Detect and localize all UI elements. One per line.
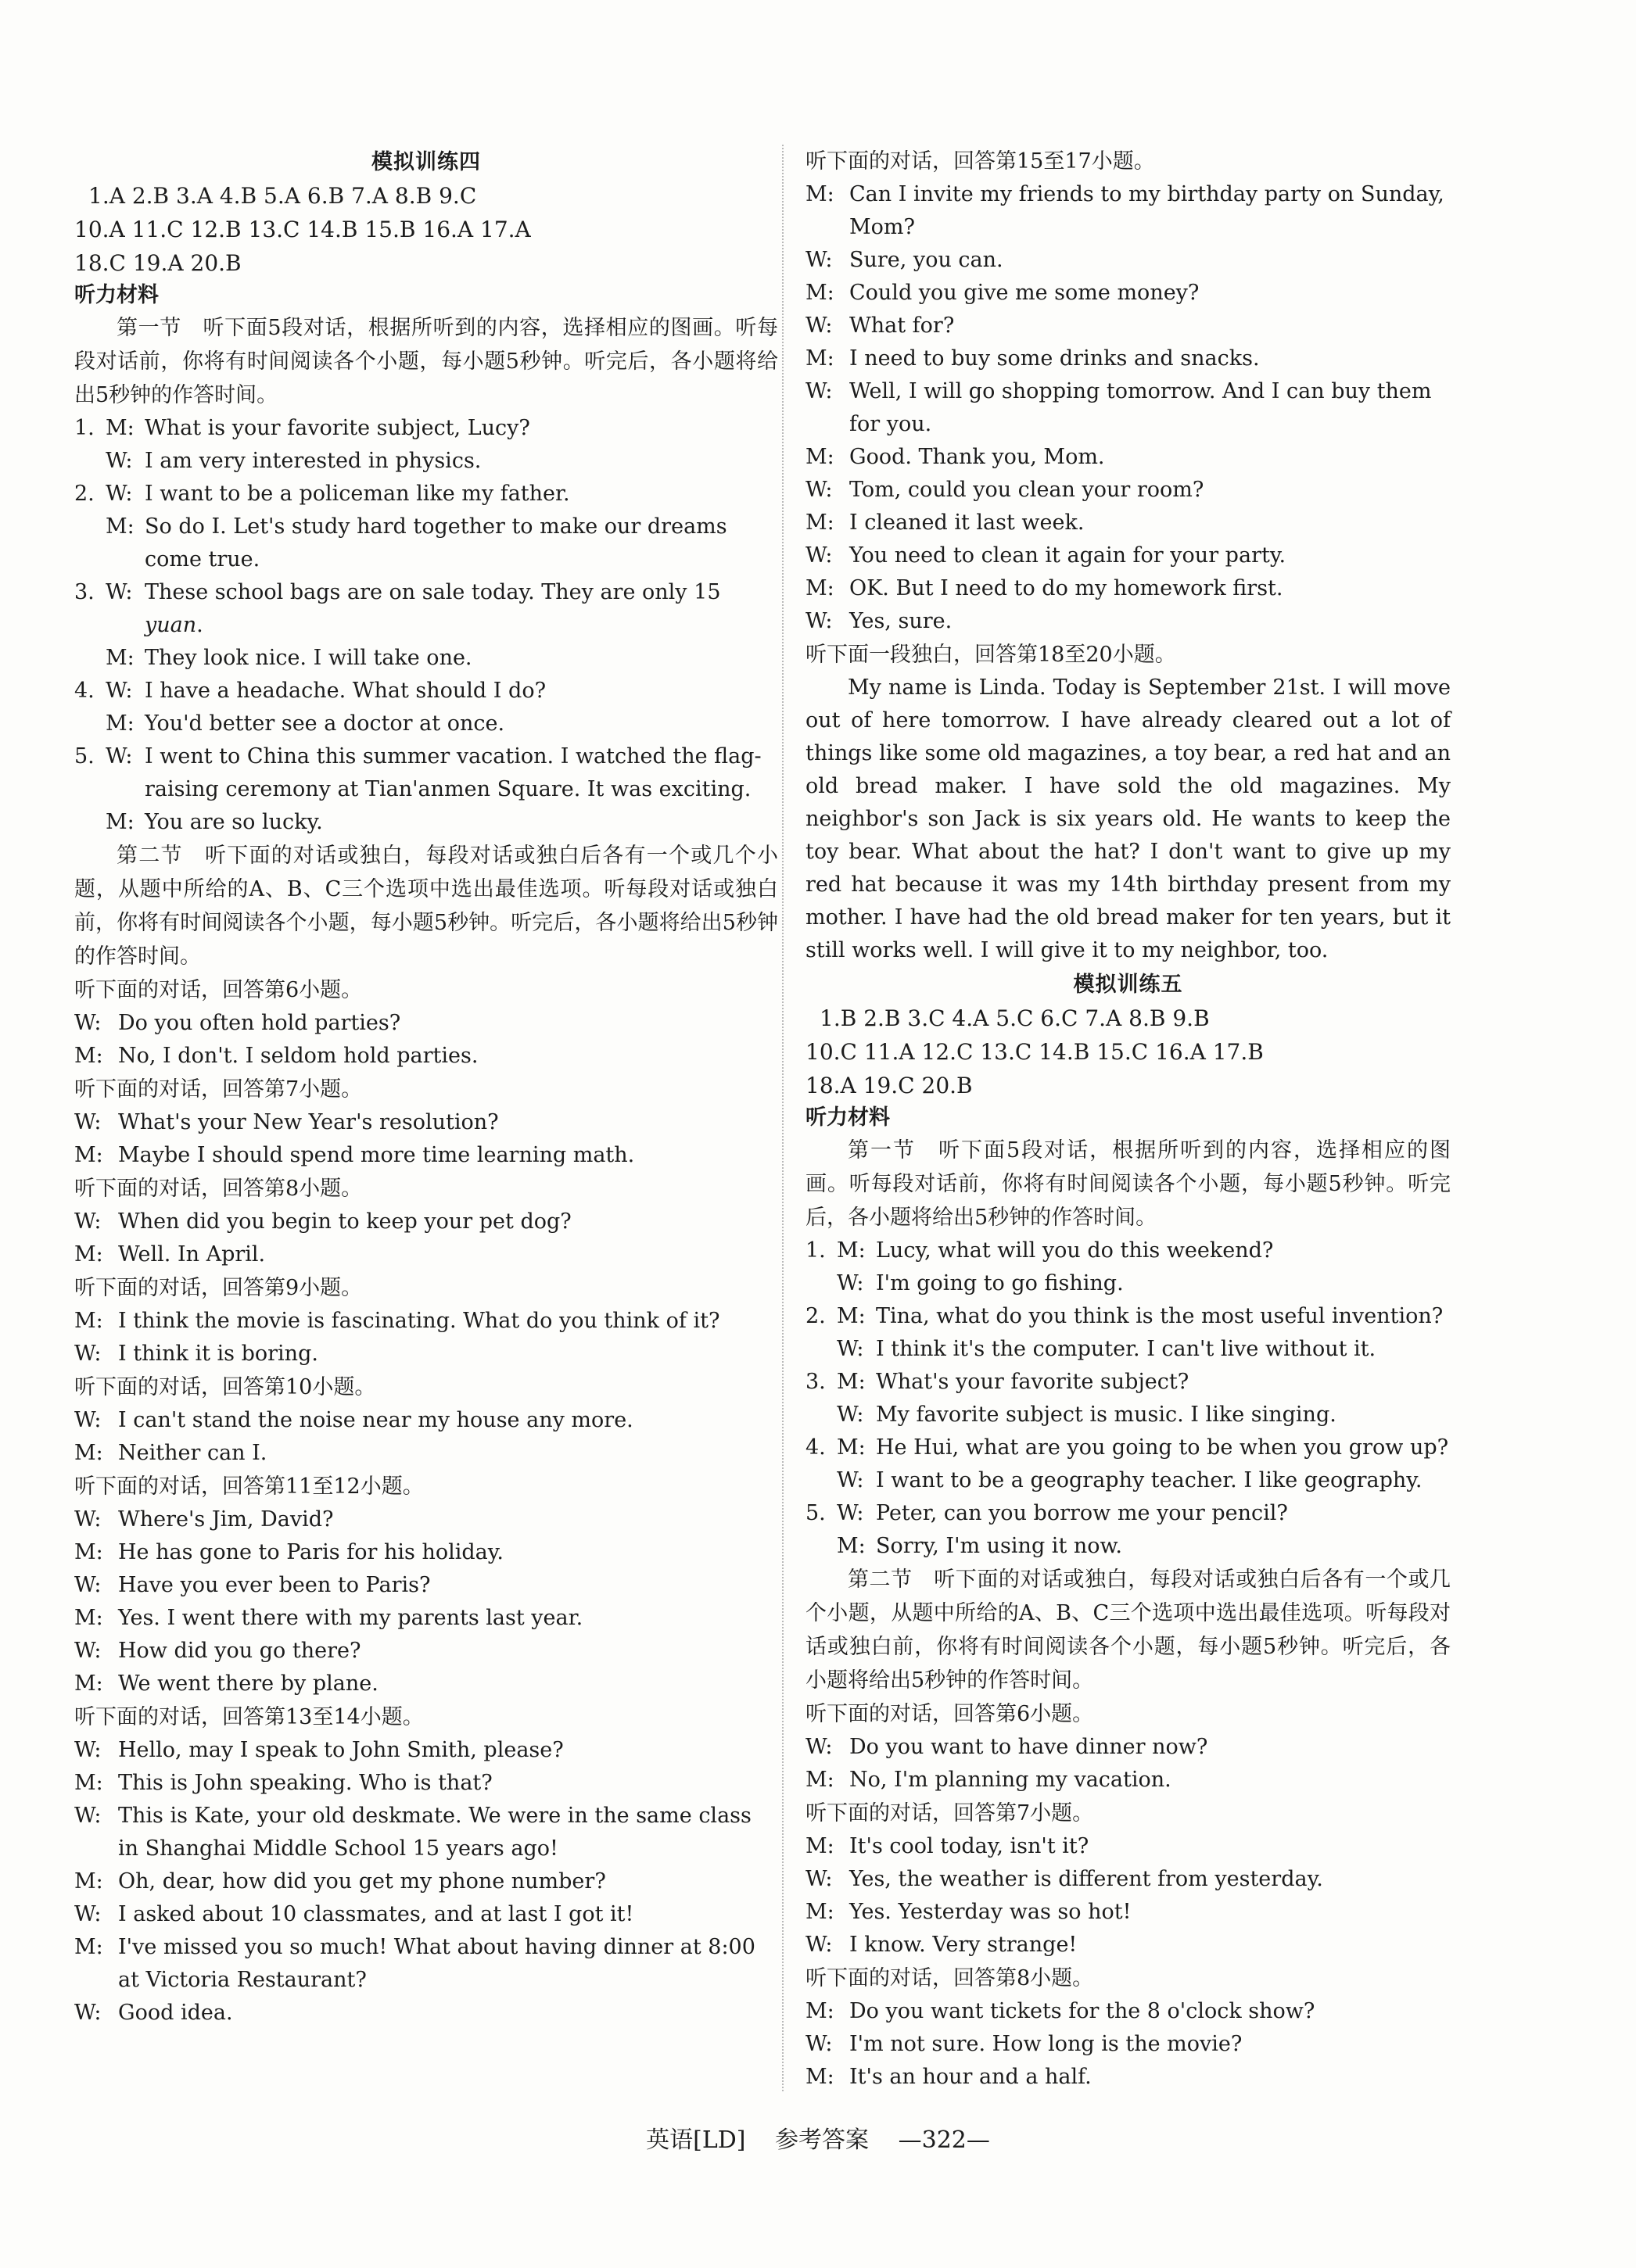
question-line: 5. W: I went to China this summer vacation. I watched the flag-raising ceremony at Tian'anmen Square. It was exciting. [74,744,762,801]
dialogue [74,1503,778,1700]
speaker: M: [74,1143,103,1167]
speaker: M: [74,1309,103,1333]
dialogue-line [805,178,1451,244]
question-line: 1. M: Lucy, what will you do this weekend? [805,1238,1274,1263]
dialogue-line [74,1602,778,1635]
utterance: This is Kate, your old deskmate. We were in the same class in Shanghai Middle School 15 years ago! [118,1804,752,1861]
speaker: M: [74,1242,103,1267]
dialogue-line [805,441,1451,474]
utterance: Good. Thank you, Mom. [849,445,1105,469]
footer-subject: 英语[LD] [646,2126,746,2154]
utterance: No, I don't. I seldom hold parties. [118,1044,479,1068]
speaker: W: [74,1110,102,1134]
speaker: W: [805,1933,833,1957]
dialogue-line [805,310,1451,342]
speaker: M: [74,1771,103,1795]
utterance: How did you go there? [118,1639,361,1663]
dialogue-line [805,375,1451,441]
utterance: I think it is boring. [118,1342,318,1366]
utterance: Tom, could you clean your room? [849,478,1204,502]
dialogue [805,1995,1451,2094]
dialogue-instruction: 听下面的对话，回答第13至14小题。 [74,1705,424,1729]
utterance: Could you give me some money? [849,281,1200,305]
speaker: W: [74,2001,102,2025]
dialogue-line [74,1338,778,1370]
answer-row: 1.B 2.B 3.C 4.A 5.C 6.C 7.A 8.B 9.B [820,1005,1210,1031]
dialogue [74,1007,778,1073]
right-column [805,145,1451,2094]
answer-row: 1.A 2.B 3.A 4.B 5.A 6.B 7.A 8.B 9.C [88,183,477,209]
utterance: I need to buy some drinks and snacks. [849,346,1260,371]
utterance: Where's Jim, David? [118,1507,334,1532]
question-line: M: You'd better see a doctor at once. [106,711,505,736]
dialogue-line [805,244,1451,277]
speaker: W: [74,1639,102,1663]
dialogue-instruction: 听下面一段独白，回答第18至20小题。 [805,643,1176,667]
dialogue-instruction: 听下面的对话，回答第8小题。 [74,1177,363,1201]
listening-label: 听力材料 [74,283,159,307]
question-line: W: My favorite subject is music. I like singing. [837,1403,1336,1427]
utterance: Good idea. [118,2001,233,2025]
dialogue-line [805,342,1451,375]
dialogue-line [74,1404,778,1437]
utterance: What's your New Year's resolution? [118,1110,499,1134]
page-number: —322— [898,2126,990,2154]
speaker: W: [74,1011,102,1035]
footer-section: 参考答案 [775,2126,870,2154]
dialogue-line [805,277,1451,310]
speaker: M: [805,346,834,371]
utterance: Have you ever been to Paris? [118,1573,431,1597]
dialogue [805,178,1451,638]
speaker: W: [74,1902,102,1926]
dialogue-line [805,539,1451,572]
speaker: M: [805,182,834,206]
speaker: M: [805,1900,834,1924]
speaker: W: [805,314,833,338]
dialogue-line [74,1437,778,1470]
part1-instructions: 第一节 听下面5段对话，根据所听到的内容，选择相应的图画。听每段对话前，你将有时间阅读各个小题，每小题5秒钟。听完后，各小题将给出5秒钟的作答时间。 [805,1138,1451,1230]
part1-instructions: 第一节 听下面5段对话，根据所听到的内容，选择相应的图画。听每段对话前，你将有时间阅读各个小题，每小题5秒钟。听完后，各小题将给出5秒钟的作答时间。 [74,316,778,407]
listening-label: 听力材料 [805,1105,890,1130]
dialogue [74,1305,778,1370]
dialogue-line [805,1929,1451,1962]
question-line: 4. M: He Hui, what are you going to be when you grow up? [805,1435,1449,1460]
speaker: W: [805,1867,833,1891]
question-line: M: So do I. Let's study hard together to make our dreams come true. [106,514,727,571]
utterance: It's an hour and a half. [849,2065,1092,2089]
speaker: M: [805,1768,834,1792]
dialogue-instruction: 听下面的对话，回答第6小题。 [805,1702,1094,1726]
monologue: My name is Linda. Today is September 21st. I will move out of here tomorrow. I have already cleared out a lot of things like some old magazines, a toy bear, a red hat and an old bread maker. I have sold the old magazines. My neighbor's son Jack is six years old. He wants to keep the toy bear. What about the hat? I don't want to give up my red hat because it was my 14th birthday present from my mother. I have had the old bread maker for ten years, but it still works well. I will give it to my neighbor, too. [805,675,1451,962]
speaker: W: [74,1804,102,1828]
question-line: 3. M: What's your favorite subject? [805,1370,1189,1394]
dialogue-line [74,1734,778,1767]
dialogue-instruction: 听下面的对话，回答第7小题。 [74,1077,363,1102]
question-line: M: They look nice. I will take one. [106,646,472,670]
speaker: M: [805,511,834,535]
dialogue-line [805,605,1451,638]
dialogue-line [74,1569,778,1602]
speaker: M: [805,445,834,469]
speaker: M: [805,281,834,305]
speaker: M: [74,1671,103,1696]
utterance: OK. But I need to do my homework first. [849,576,1283,600]
dialogue-instruction: 听下面的对话，回答第10小题。 [74,1375,376,1399]
answer-row: 18.C 19.A 20.B [74,250,242,276]
utterance: Hello, may I speak to John Smith, please? [118,1738,564,1762]
answer-row: 10.C 11.A 12.C 13.C 14.B 15.C 16.A 17.B [805,1039,1264,1065]
speaker: M: [74,1441,103,1465]
utterance: I can't stand the noise near my house any more. [118,1408,633,1432]
speaker: W: [805,2032,833,2056]
part2-instructions: 第二节 听下面的对话或独白，每段对话或独白后各有一个或几个小题，从题中所给的A、B、C三个选项中选出最佳选项。听每段对话或独白前，你将有时间阅读各个小题，每小题5秒钟。听完后，各小题将给出5秒钟的作答时间。 [805,1568,1451,1693]
utterance: I'm not sure. How long is the movie? [849,2032,1243,2056]
question-line: 2. W: I want to be a policeman like my father. [74,482,570,506]
dialogue-instruction: 听下面的对话，回答第15至17小题。 [805,149,1155,174]
speaker: W: [805,248,833,272]
dialogue-line [74,1800,778,1865]
dialogue-line [74,1865,778,1898]
utterance: I think the movie is fascinating. What do you think of it? [118,1309,720,1333]
utterance: It's cool today, isn't it? [849,1834,1089,1858]
section-title: 模拟训练四 [371,150,481,174]
speaker: M: [74,1540,103,1564]
speaker: W: [74,1408,102,1432]
speaker: W: [74,1507,102,1532]
speaker: W: [74,1209,102,1234]
question-line: M: You are so lucky. [106,810,323,834]
utterance: Oh, dear, how did you get my phone number? [118,1869,606,1894]
utterance: I asked about 10 classmates, and at last I got it! [118,1902,634,1926]
dialogue-line [74,1536,778,1569]
question-line: W: I want to be a geography teacher. I like geography. [837,1468,1423,1492]
dialogue-instruction: 听下面的对话，回答第11至12小题。 [74,1474,424,1499]
utterance: Well. In April. [118,1242,266,1267]
utterance: Neither can I. [118,1441,267,1465]
dialogue-line [74,1106,778,1139]
dialogue-line [74,1635,778,1668]
dialogue-line [74,1238,778,1271]
dialogue-line [74,1503,778,1536]
dialogue-line [805,1731,1451,1764]
utterance: Yes. I went there with my parents last year. [118,1606,583,1630]
speaker: W: [805,478,833,502]
dialogue-line [74,1040,778,1073]
utterance: He has gone to Paris for his holiday. [118,1540,504,1564]
dialogue-line [805,1863,1451,1896]
answer-key [74,179,778,280]
dialogue-line [74,1305,778,1338]
dialogue [74,1106,778,1172]
column-divider [782,145,784,2091]
question-line: W: I am very interested in physics. [106,449,482,473]
dialogue-line [74,1007,778,1040]
utterance: Do you often hold parties? [118,1011,401,1035]
dialogue-line [74,1668,778,1700]
speaker: M: [74,1869,103,1894]
dialogue-instruction: 听下面的对话，回答第6小题。 [74,978,363,1002]
utterance: Maybe I should spend more time learning math. [118,1143,635,1167]
dialogue-line [805,474,1451,507]
dialogue-line [74,1997,778,2030]
speaker: M: [805,1999,834,2023]
question-line: W: I'm going to go fishing. [837,1271,1124,1295]
utterance: I cleaned it last week. [849,511,1085,535]
speaker: W: [74,1342,102,1366]
utterance: This is John speaking. Who is that? [118,1771,493,1795]
utterance: What for? [849,314,955,338]
utterance: When did you begin to keep your pet dog? [118,1209,572,1234]
dialogue-instruction: 听下面的对话，回答第9小题。 [74,1276,363,1300]
dialogue [74,1206,778,1271]
dialogue [805,1830,1451,1962]
left-column [74,145,778,2030]
dialogue [74,1734,778,2030]
dialogue-line [805,1830,1451,1863]
speaker: M: [74,1606,103,1630]
question-line: M: Sorry, I'm using it now. [837,1534,1123,1558]
speaker: W: [805,1735,833,1759]
dialogue-line [74,1931,778,1997]
answer-key [805,1001,1451,1102]
utterance: Yes, sure. [849,609,953,633]
page-footer [0,2120,1636,2155]
utterance: We went there by plane. [118,1671,379,1696]
speaker: M: [74,1044,103,1068]
speaker: W: [805,379,833,403]
dialogue [74,1404,778,1470]
speaker: M: [805,2065,834,2089]
dialogue-line [74,1139,778,1172]
part2-instructions: 第二节 听下面的对话或独白，每段对话或独白后各有一个或几个小题，从题中所给的A、B、C三个选项中选出最佳选项。听每段对话或独白前，你将有时间阅读各个小题，每小题5秒钟。听完后，各小题将给出5秒钟的作答时间。 [74,844,778,969]
answer-row: 18.A 19.C 20.B [805,1073,973,1098]
dialogue-line [805,507,1451,539]
utterance: I know. Very strange! [849,1933,1078,1957]
section-title: 模拟训练五 [1073,973,1183,997]
dialogue-line [805,1896,1451,1929]
utterance: Well, I will go shopping tomorrow. And I can buy them for you. [849,379,1432,436]
utterance: I've missed you so much! What about having dinner at 8:00 at Victoria Restaurant? [118,1935,755,1992]
speaker: W: [74,1573,102,1597]
utterance: Do you want tickets for the 8 o'clock show? [849,1999,1315,2023]
speaker: M: [805,576,834,600]
dialogue [805,1731,1451,1797]
speaker: W: [805,609,833,633]
speaker: W: [74,1738,102,1762]
utterance: Do you want to have dinner now? [849,1735,1208,1759]
question-line: 5. W: Peter, can you borrow me your pencil? [805,1501,1288,1525]
question-line: 3. W: These school bags are on sale today. They are only 15 yuan. [74,580,721,637]
question-line: 2. M: Tina, what do you think is the most useful invention? [805,1304,1444,1328]
dialogue-instruction: 听下面的对话，回答第8小题。 [805,1966,1094,1990]
question-line: 1. M: What is your favorite subject, Lucy? [74,416,530,440]
dialogue-line [74,1898,778,1931]
utterance: Yes. Yesterday was so hot! [849,1900,1132,1924]
dialogue-line [805,2061,1451,2094]
dialogue-line [805,1764,1451,1797]
question-line: W: I think it's the computer. I can't live without it. [837,1337,1376,1361]
answer-row: 10.A 11.C 12.B 13.C 14.B 15.B 16.A 17.A [74,217,531,242]
utterance: Can I invite my friends to my birthday party on Sunday, Mom? [849,182,1444,239]
dialogue-line [805,572,1451,605]
dialogue-line [805,2028,1451,2061]
speaker: M: [805,1834,834,1858]
utterance: You need to clean it again for your party. [849,543,1286,568]
speaker: W: [805,543,833,568]
utterance: No, I'm planning my vacation. [849,1768,1171,1792]
dialogue-line [74,1206,778,1238]
dialogue-instruction: 听下面的对话，回答第7小题。 [805,1801,1094,1826]
dialogue-line [74,1767,778,1800]
dialogue-line [805,1995,1451,2028]
utterance: Yes, the weather is different from yesterday. [849,1867,1323,1891]
speaker: M: [74,1935,103,1959]
utterance: Sure, you can. [849,248,1003,272]
question-line: 4. W: I have a headache. What should I do? [74,679,547,703]
